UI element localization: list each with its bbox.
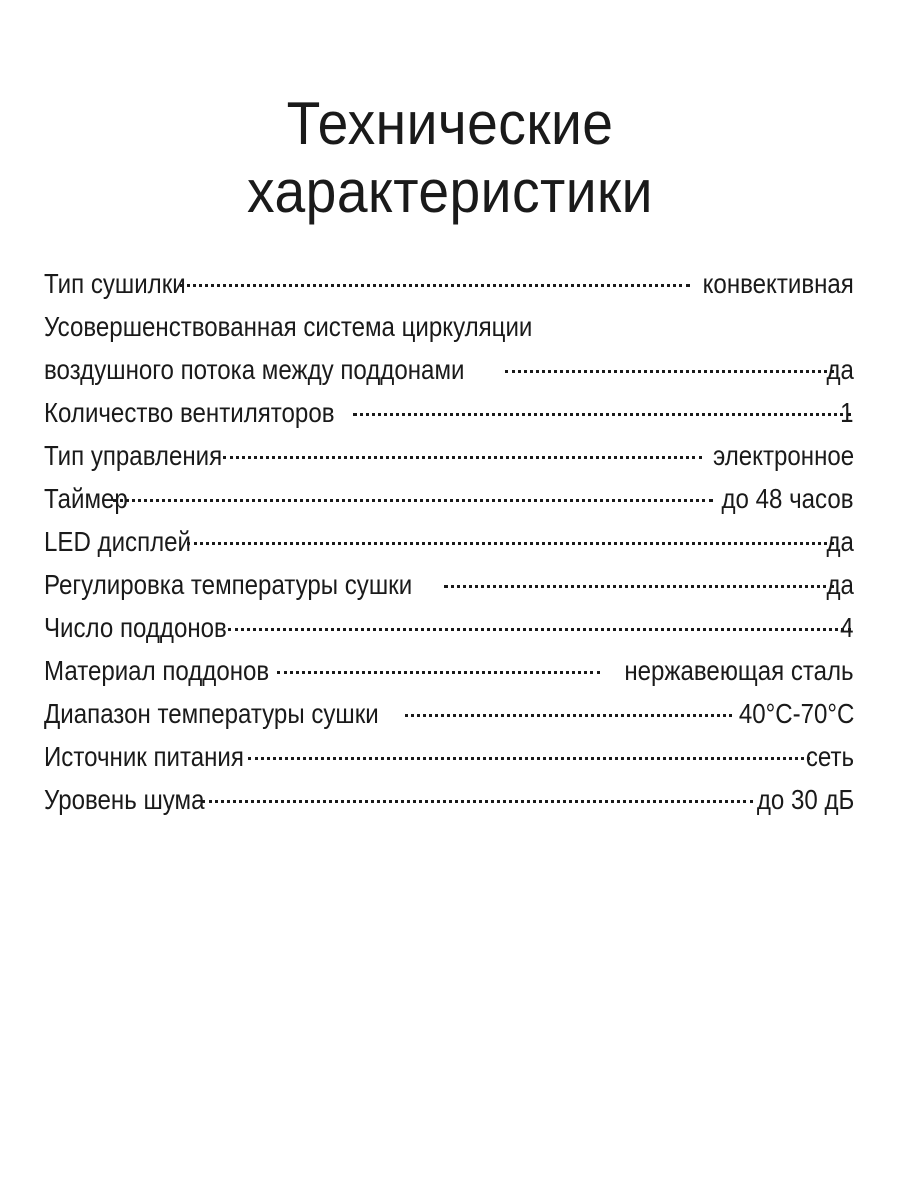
spec-value: да: [826, 569, 854, 600]
spec-row-led-display: [44, 520, 854, 563]
spec-row-tray-material: [44, 649, 854, 692]
spec-value: 4: [840, 612, 854, 643]
spec-row-airflow-system-line-2: [44, 348, 854, 391]
dot-leader: [113, 499, 713, 502]
page-title: [36, 90, 864, 226]
spec-row-tray-count: [44, 606, 854, 649]
spec-label: Тип сушилки: [44, 268, 186, 299]
spec-value: да: [826, 526, 854, 557]
spec-row-airflow-system-line-1: [44, 305, 854, 348]
spec-label: Число поддонов: [44, 612, 227, 643]
spec-label: воздушного потока между поддонами: [44, 354, 465, 385]
spec-value: нержавеющая сталь: [624, 655, 854, 686]
dot-leader: [180, 284, 690, 287]
spec-value: до 48 часов: [721, 483, 854, 514]
dot-leader: [405, 714, 732, 717]
spec-label: Источник питания: [44, 741, 244, 772]
dot-leader: [187, 542, 835, 545]
spec-label: Таймер: [44, 483, 128, 514]
spec-row-control-type: [44, 434, 854, 477]
spec-value: 1: [840, 397, 854, 428]
spec-row-timer: [44, 477, 854, 520]
spec-value: конвективная: [702, 268, 854, 299]
dot-leader: [444, 585, 835, 588]
dot-leader: [223, 456, 702, 459]
spec-value: 40°С-70°С: [738, 698, 854, 729]
spec-value: да: [826, 354, 854, 385]
dot-leader: [277, 671, 599, 674]
page-title-line-1: Технические: [286, 90, 614, 158]
spec-row-power-source: [44, 735, 854, 778]
spec-label: Уровень шума: [44, 784, 205, 815]
dot-leader: [505, 370, 835, 373]
dot-leader: [228, 628, 850, 631]
spec-row-noise-level: [44, 778, 854, 821]
page-title-line-2: характеристики: [247, 158, 653, 226]
spec-value: сеть: [805, 741, 854, 772]
spec-row-dryer-type: [44, 262, 854, 305]
spec-label: Регулировка температуры сушки: [44, 569, 413, 600]
spec-label: Количество вентиляторов: [44, 397, 335, 428]
spec-label: Материал поддонов: [44, 655, 270, 686]
spec-value: электронное: [712, 440, 854, 471]
dot-leader: [202, 800, 753, 803]
spec-list: [44, 262, 854, 821]
dot-leader: [248, 757, 810, 760]
spec-row-fan-count: [44, 391, 854, 434]
spec-label: Диапазон температуры сушки: [44, 698, 379, 729]
spec-row-temperature-range: [44, 692, 854, 735]
spec-row-temperature-control: [44, 563, 854, 606]
spec-label: Усовершенствованная система циркуляции: [44, 311, 533, 342]
spec-value: до 30 дБ: [756, 784, 854, 815]
spec-label: Тип управления: [44, 440, 223, 471]
dot-leader: [353, 413, 850, 416]
spec-label: LED дисплей: [44, 526, 192, 557]
